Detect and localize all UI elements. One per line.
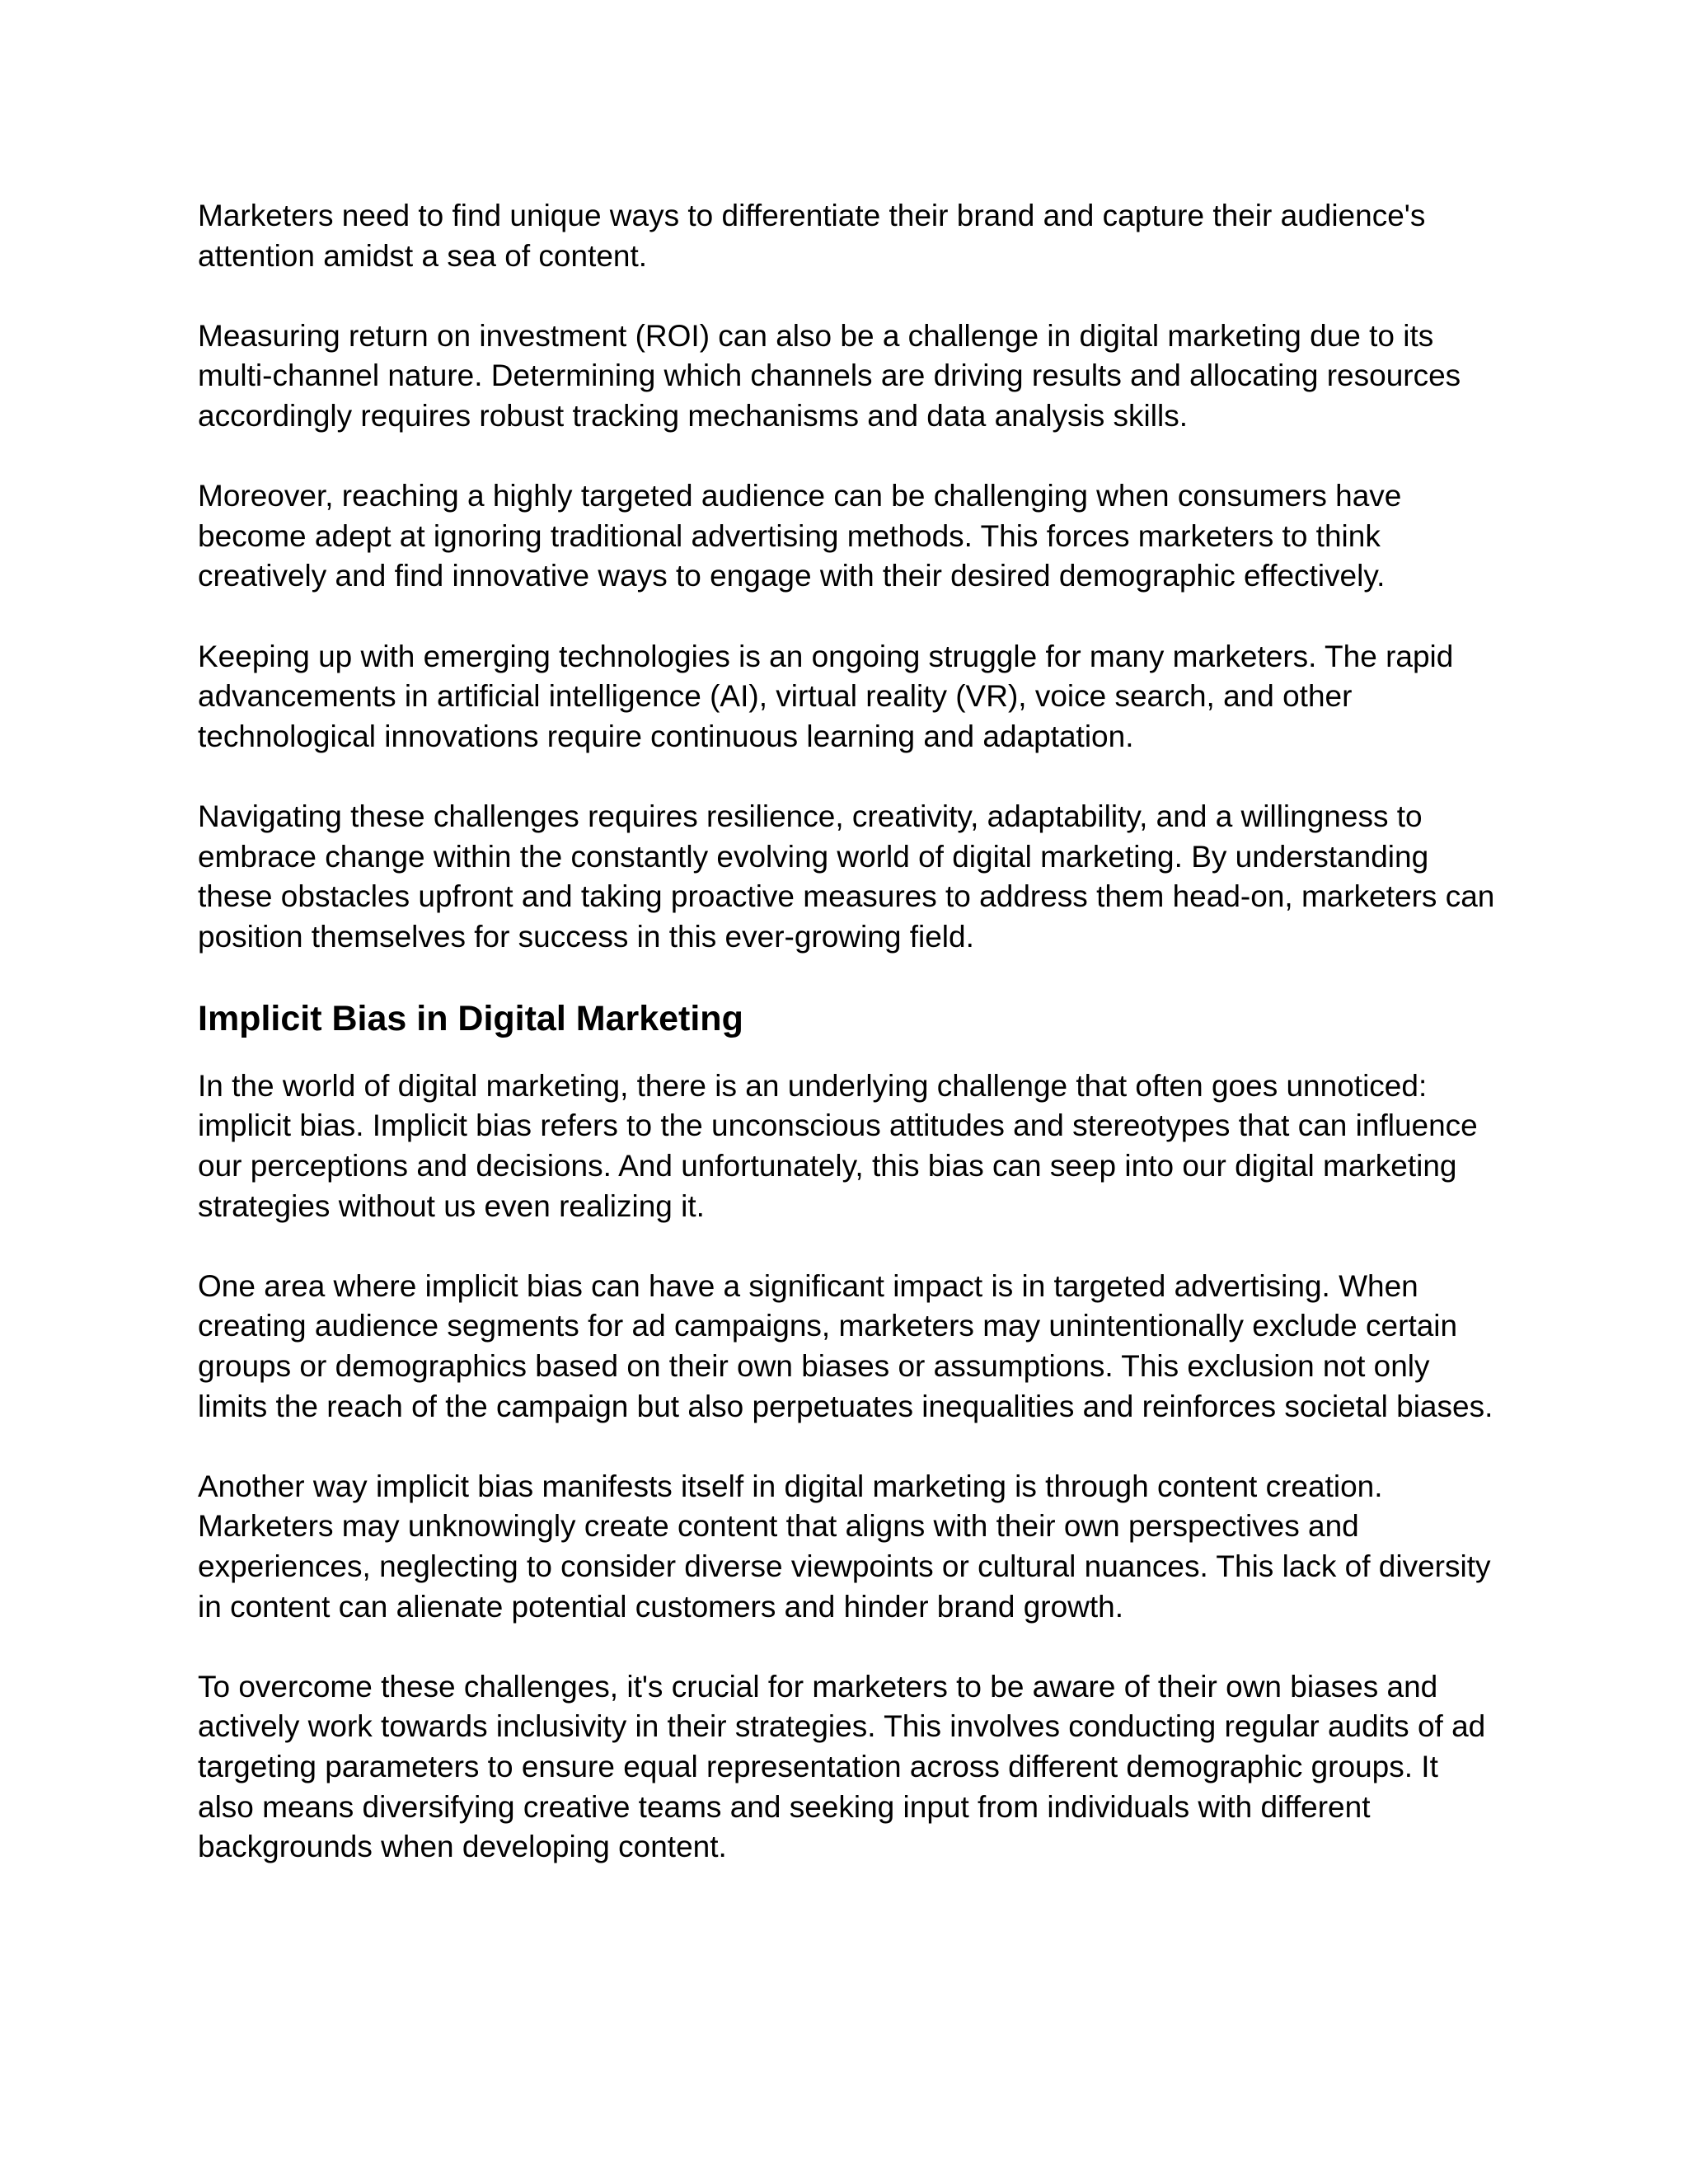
paragraph-targeted-audience: Moreover, reaching a highly targeted audience can be challenging when consumers have become adept at ignoring traditional advertising methods. This forces marketers to think creatively and find innovative ways to engage with their desired demographic effectively. [198, 479, 1402, 593]
paragraph-differentiation: Marketers need to find unique ways to differentiate their brand and capture their audience's attention amidst a sea of content. [198, 199, 1426, 273]
document-body [198, 196, 1500, 1907]
paragraph-roi: Measuring return on investment (ROI) can also be a challenge in digital marketing due to its multi-channel nature. Determining which channels are driving results and allocating resources accordingly requires robust tracking mechanisms and data analysis skills. [198, 318, 1461, 433]
section-heading: Implicit Bias in Digital Marketing [198, 998, 743, 1038]
paragraph-emerging-technologies: Keeping up with emerging technologies is an ongoing struggle for many marketers. The rapid advancements in artificial intelligence (AI), virtual reality (VR), voice search, and other technological innovations require continuous learning and adaptation. [198, 639, 1454, 753]
paragraph-targeted-advertising: One area where implicit bias can have a significant impact is in targeted advertising. When creating audience segments for ad campaigns, marketers may unintentionally exclude certain groups or demographics based on their own biases or assumptions. This exclusion not only limits the reach of the campaign but also perpetuates inequalities and reinforces societal biases. [198, 1268, 1493, 1423]
paragraph-navigating-challenges: Navigating these challenges requires resilience, creativity, adaptability, and a willingness to embrace change within the constantly evolving world of digital marketing. By understanding these obstacles upfront and taking proactive measures to address them head-on, marketers can position themselves for success in this ever-growing field. [198, 799, 1495, 954]
paragraph-content-creation: Another way implicit bias manifests itself in digital marketing is through content creation. Marketers may unknowingly create content that aligns with their own perspectives and experiences, neglecting to consider diverse viewpoints or cultural nuances. This lack of diversity in content can alienate potential customers and hinder brand growth. [198, 1469, 1491, 1624]
paragraph-overcome-challenges: To overcome these challenges, it's crucial for marketers to be aware of their own biases and actively work towards inclusivity in their strategies. This involves conducting regular audits of ad targeting parameters to ensure equal representation across different demographic groups. It also means diversifying creative teams and seeking input from individuals with different backgrounds when developing content. [198, 1669, 1486, 1864]
paragraph-implicit-bias-intro: In the world of digital marketing, there is an underlying challenge that often goes unnoticed: implicit bias. Implicit bias refers to the unconscious attitudes and stereotypes that can influence our perceptions and decisions. And unfortunately, this bias can seep into our digital marketing strategies without us even realizing it. [198, 1068, 1478, 1223]
